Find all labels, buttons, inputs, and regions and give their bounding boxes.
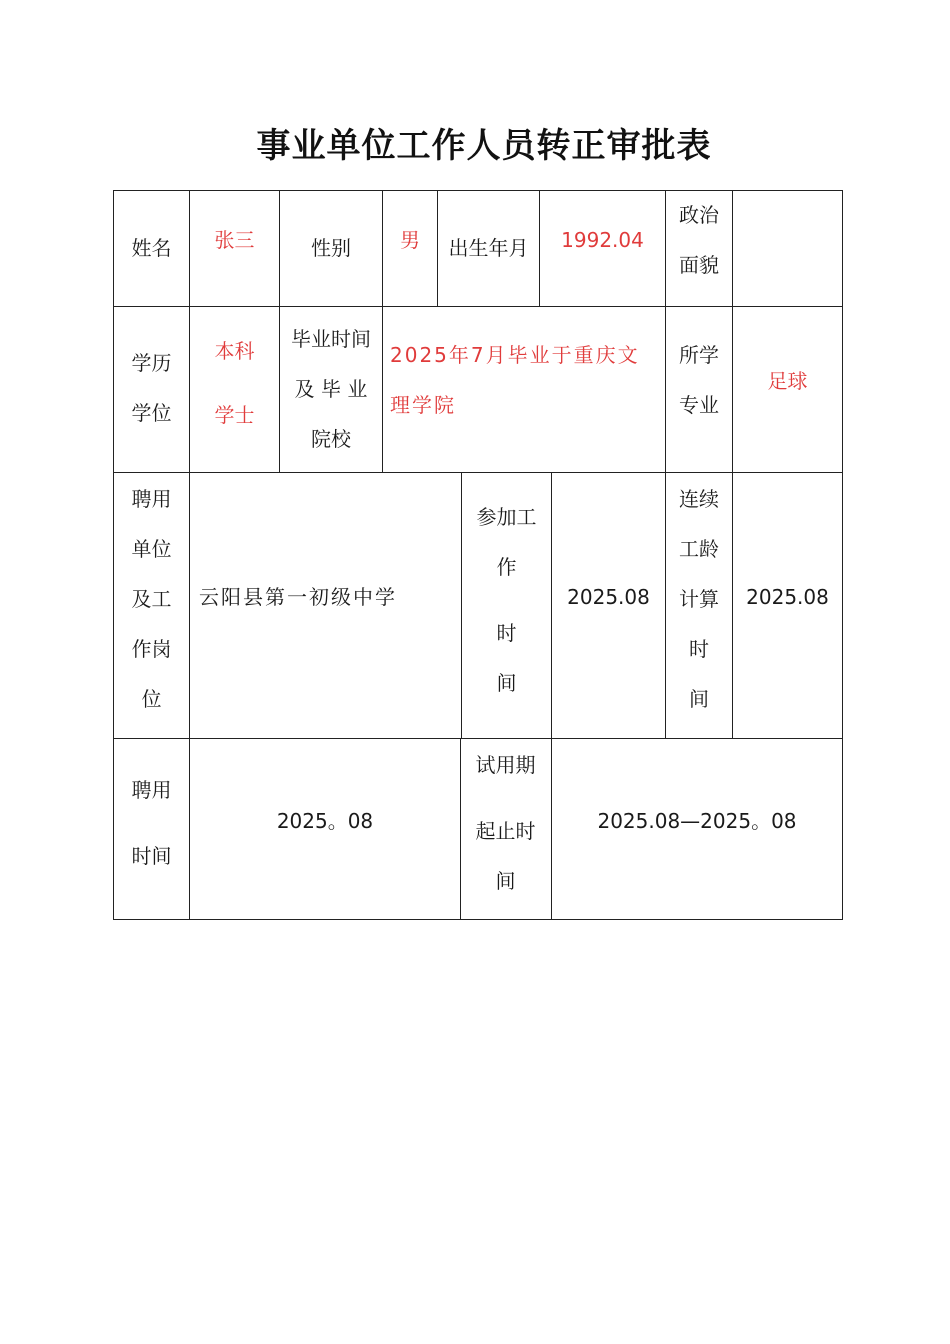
politics-label: 政治 面貌 — [679, 203, 719, 277]
probation-value: 2025.08—2025。08 — [597, 809, 797, 833]
politics-value — [732, 190, 843, 306]
work-label: 参加工 作 时 间 — [476, 505, 537, 695]
edu-value: 本科 学士 — [214, 339, 255, 427]
major-label: 所学 专业 — [679, 343, 719, 417]
grad-label: 毕业时间 及 毕 业 院校 — [291, 327, 371, 451]
work-value: 2025.08 — [567, 585, 650, 609]
seniority-value: 2025.08 — [746, 585, 829, 609]
unit-value: 云阳县第一初级中学 — [199, 585, 397, 609]
hire-value: 2025。08 — [276, 809, 374, 833]
probation-label: 试用期 起止时 间 — [475, 753, 536, 893]
seniority-label: 连续 工龄 计算 时 间 — [679, 487, 719, 711]
name-value: 张三 — [214, 228, 255, 252]
birth-value: 1992.04 — [561, 228, 644, 252]
unit-label: 聘用 单位 及工 作岗 位 — [131, 487, 172, 711]
edu-label: 学历 学位 — [131, 351, 172, 425]
hire-label: 聘用 时间 — [131, 778, 172, 868]
name-label: 姓名 — [131, 236, 172, 260]
gender-label: 性别 — [311, 236, 351, 260]
grad-value: 2025年7月毕业于重庆文 理学院 — [390, 343, 640, 417]
page-title: 事业单位工作人员转正审批表 — [256, 126, 712, 166]
major-value: 足球 — [767, 369, 808, 393]
gender-value: 男 — [400, 228, 420, 252]
birth-label: 出生年月 — [448, 236, 529, 260]
